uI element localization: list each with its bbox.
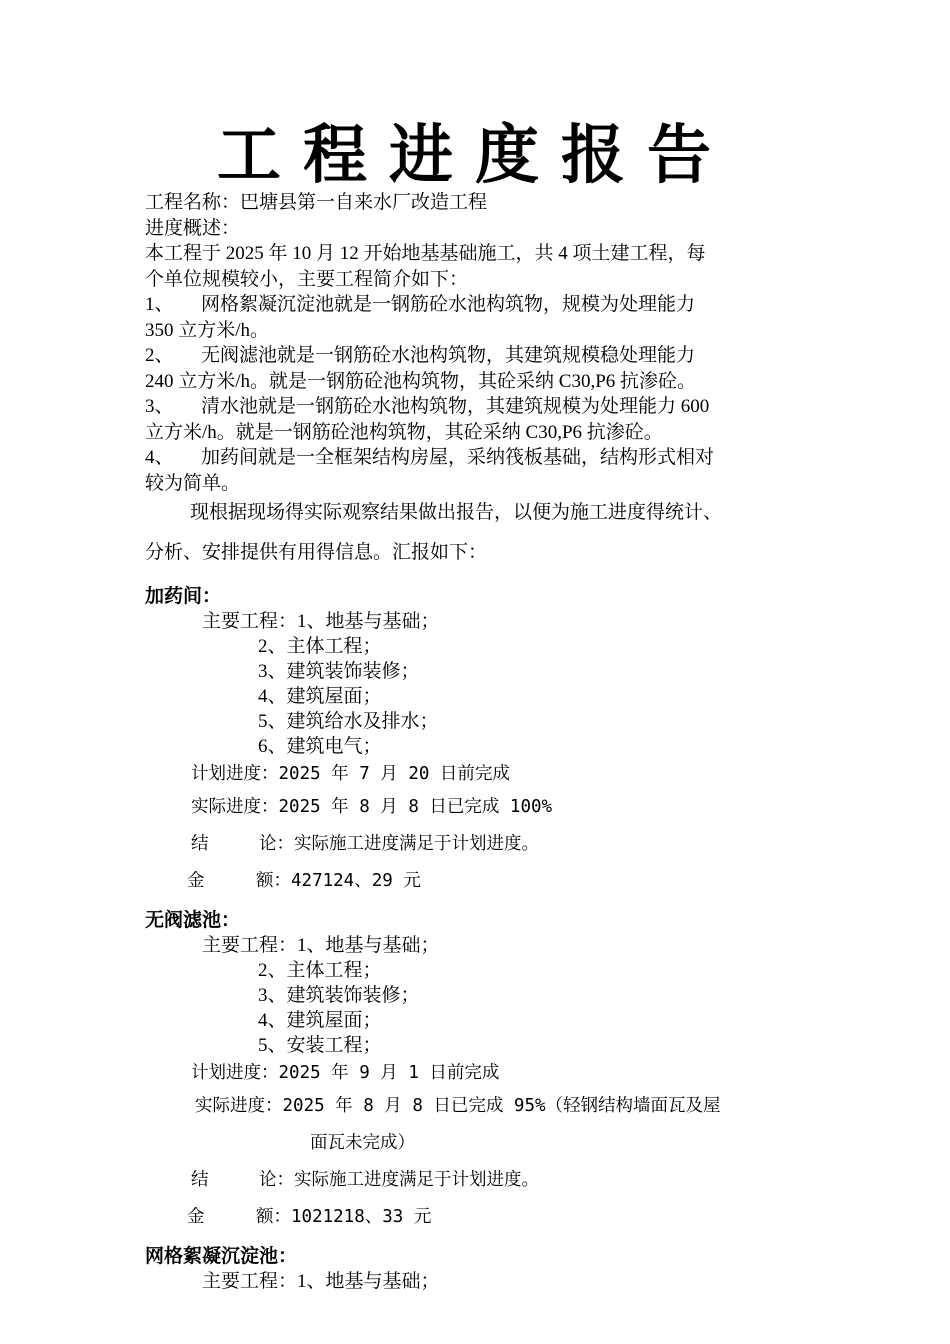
project-name-value: 巴塘县第一自来水厂改造工程 [240, 192, 488, 213]
item-text: 立方米/h。就是一钢筋砼池构筑物，其砼采纳 C30,P6 抗渗砼。 [145, 421, 663, 443]
conclusion-label-a: 结 [191, 1170, 209, 1190]
section-heading: 加药间： [145, 586, 222, 607]
project-item [145, 445, 825, 496]
project-name-label: 工程名称： [145, 192, 241, 213]
works-list-item: 4、建筑屋面； [258, 686, 382, 707]
amount-text: 额：1021218、33 元 [256, 1207, 432, 1227]
amount-label-a: 金 [187, 871, 205, 891]
item-text: 加药间就是一全框架结构房屋，采纳筏板基础，结构形式相对 [201, 447, 715, 468]
section-heading: 无阀滤池： [145, 910, 241, 931]
works-list-item: 3、建筑装饰装修； [258, 985, 420, 1006]
works-list-item: 3、建筑装饰装修； [258, 661, 420, 682]
works-list-item: 2、主体工程； [258, 636, 382, 657]
amount [145, 863, 825, 900]
item-text: 较为简单。 [145, 472, 241, 494]
item-text: 350 立方米/h。 [145, 319, 270, 341]
actual-progress: 实际进度：2025 年 8 月 8 日已完成 95%（轻钢结构墙面瓦及屋 [195, 1096, 721, 1116]
main-works-label: 主要工程：1、地基与基础； [202, 1271, 440, 1292]
works-list-item: 2、主体工程； [258, 960, 382, 981]
report-title: 工程进度报告 [217, 118, 733, 193]
amount [145, 1199, 825, 1236]
conclusion [145, 1162, 825, 1199]
report-paragraph: 现根据现场得实际观察结果做出报告，以便为施工进度得统计、 [190, 502, 723, 523]
intro-line: 本工程于 2025 年 10 月 12 开始地基基础施工，共 4 项土建工程，每 [145, 243, 706, 264]
project-item [145, 394, 825, 445]
planned-progress: 计划进度：2025 年 7 月 20 日前完成 [191, 764, 510, 784]
conclusion-text: 论：实际施工进度满足于计划进度。 [259, 834, 539, 854]
item-number: 3、 [145, 396, 174, 417]
project-item [145, 343, 825, 394]
intro-line: 个单位规模较小，主要工程简介如下： [145, 268, 469, 290]
item-text: 清水池就是一钢筋砼水池构筑物，其建筑规模为处理能力 600 [201, 396, 710, 417]
project-item [145, 292, 825, 343]
item-number: 1、 [145, 294, 174, 315]
item-text: 240 立方米/h。就是一钢筋砼池构筑物，其砼采纳 C30,P6 抗渗砼。 [145, 370, 697, 392]
item-number: 4、 [145, 447, 174, 468]
conclusion [145, 826, 825, 863]
works-list-item: 5、建筑给水及排水； [258, 711, 439, 732]
overview-label: 进度概述： [145, 217, 241, 239]
item-text: 网格絮凝沉淀池就是一钢筋砼水池构筑物，规模为处理能力 [201, 294, 696, 315]
works-list-item: 5、安装工程； [258, 1035, 382, 1056]
amount-label-a: 金 [187, 1207, 205, 1227]
report-body [145, 190, 825, 1294]
section-heading: 网格絮凝沉淀池： [145, 1246, 298, 1267]
project-name-line [145, 190, 825, 216]
conclusion-label-a: 结 [191, 834, 209, 854]
item-number: 2、 [145, 345, 174, 366]
actual-progress: 实际进度：2025 年 8 月 8 日已完成 100% [191, 797, 553, 817]
actual-progress-continued: 面瓦未完成） [310, 1133, 415, 1153]
works-list-item: 4、建筑屋面； [258, 1010, 382, 1031]
main-works-label: 主要工程：1、地基与基础； [202, 611, 440, 632]
main-works-label: 主要工程：1、地基与基础； [202, 935, 440, 956]
item-text: 无阀滤池就是一钢筋砼水池构筑物，其建筑规模稳处理能力 [201, 345, 696, 366]
works-list-item: 6、建筑电气； [258, 736, 382, 757]
conclusion-text: 论：实际施工进度满足于计划进度。 [259, 1170, 539, 1190]
amount-text: 额：427124、29 元 [256, 871, 421, 891]
report-paragraph: 分析、安排提供有用得信息。汇报如下： [145, 542, 488, 563]
planned-progress: 计划进度：2025 年 9 月 1 日前完成 [191, 1063, 500, 1083]
